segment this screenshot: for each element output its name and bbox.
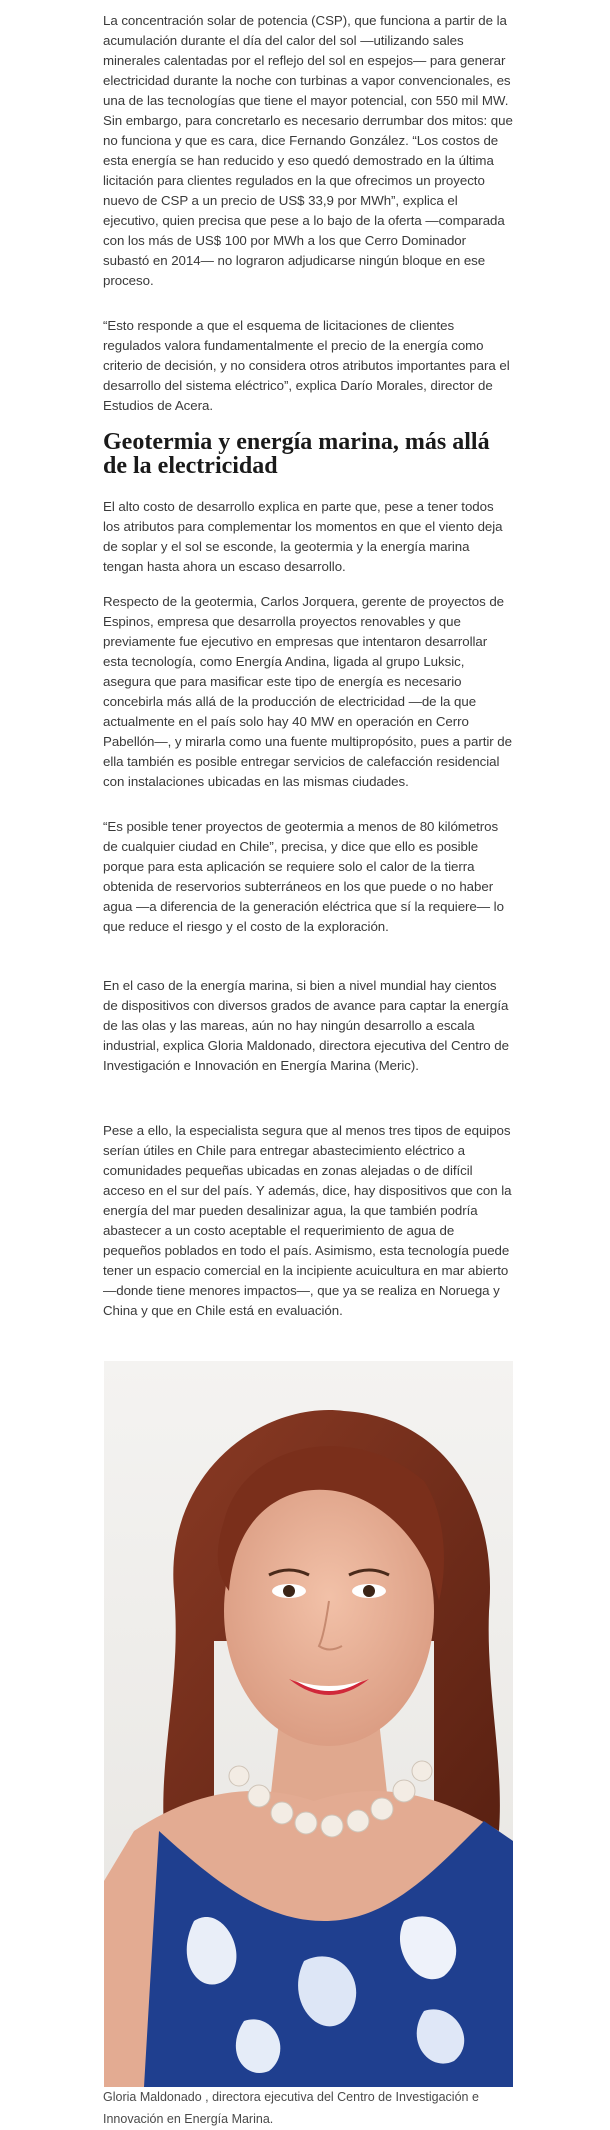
section-heading: Geotermia y energía marina, más allá de la electricidad — [103, 429, 490, 479]
paragraph-csp: La concentración solar de potencia (CSP), que funciona a partir de la acumulación durante el día del calor del sol —utilizando sales minerales calentadas por el reflejo del sol en espejos— para generar electricidad durante la noche con turbinas a vapor convencionales, es una de las tecnologías que tiene el mayor potencial, con 550 mil MW. Sin embargo, para concretarlo es necesario derrumbar dos mitos: que no funciona y que es cara, dice Fernando González. “Los costos de esta energía se han reducido y eso quedó demostrado en la última licitación para clientes regulados en la que ofrecimos un proyecto nuevo de CSP a un precio de US$ 33,9 por MWh”, explica el ejecutivo, quien precisa que pese a lo bajo de la oferta —comparada con los más de US$ 100 por MWh a los que Cerro Dominador subastó en 2014— no lograron adjudicarse ningún bloque en ese proceso. — [103, 13, 513, 288]
paragraph-geotermia-quote: “Es posible tener proyectos de geotermia a menos de 80 kilómetros de cualquier ciudad en Chile”, precisa, y dice que ello es posible porque para esta aplicación se requiere solo el calor de la tierra obtenida de reservorios subterráneos en los que puede o no haber agua —a diferencia de la generación eléctrica que sí la requiere— lo que reduce el riesgo y el costo de la exploración. — [103, 819, 504, 934]
paragraph-development-cost: El alto costo de desarrollo explica en parte que, pese a tener todos los atributos para complementar los momentos en que el viento deja de soplar y el sol se esconde, la geotermia y la energía marina tengan hasta ahora un escaso desarrollo. — [103, 499, 503, 574]
paragraph-geotermia: Respecto de la geotermia, Carlos Jorquera, gerente de proyectos de Espinos, empresa que desarrolla proyectos renovables y que previamente fue ejecutivo en empresas que intentaron desarrollar esta tecnología, como Energía Andina, ligada al grupo Luksic, asegura que para masificar este tipo de energía es necesario concebirla más allá de la producción de electricidad —de la que actualmente en el país solo hay 40 MW en operación en Cerro Pabellón—, y mirarla como una fuente multipropósito, pues a partir de ella también es posible entregar servicios de calefacción residencial con instalaciones ubicadas en las mismas ciudades. — [103, 594, 512, 789]
paragraph-marina-uses: Pese a ello, la especialista segura que al menos tres tipos de equipos serían útiles en Chile para entregar abastecimiento eléctrico a comunidades pequeñas ubicadas en zonas alejadas o de difícil acceso en el sur del país. Y además, dice, hay dispositivos que con la energía del mar pueden desalinizar agua, la que también podría abastecer a un costo aceptable el requerimiento de agua de pequeños poblados en todo el país. Asimismo, esta tecnología puede tener un espacio comercial en la incipiente acuicultura en mar abierto —donde tiene menores impactos—, que ya se realiza en Noruega y China y que en Chile está en evaluación. — [103, 1123, 512, 1318]
photo-caption: Gloria Maldonado , directora ejecutiva del Centro de Investigación e Innovación en Energía Marina. — [103, 2090, 479, 2126]
paragraph-energia-marina: En el caso de la energía marina, si bien a nivel mundial hay cientos de dispositivos con diversos grados de avance para captar la energía de las olas y las mareas, aún no hay ningún desarrollo a escala industrial, explica Gloria Maldonado, directora ejecutiva del Centro de Investigación e Innovación en Energía Marina (Meric). — [103, 978, 509, 1073]
paragraph-morales-quote: “Esto responde a que el esquema de licitaciones de clientes regulados valora fundamentalmente el precio de la energía como criterio de decisión, y no considera otros atributos importantes para el desarrollo del sistema eléctrico”, explica Darío Morales, director de Estudios de Acera. — [103, 318, 510, 413]
portrait-photo — [104, 1361, 513, 2087]
